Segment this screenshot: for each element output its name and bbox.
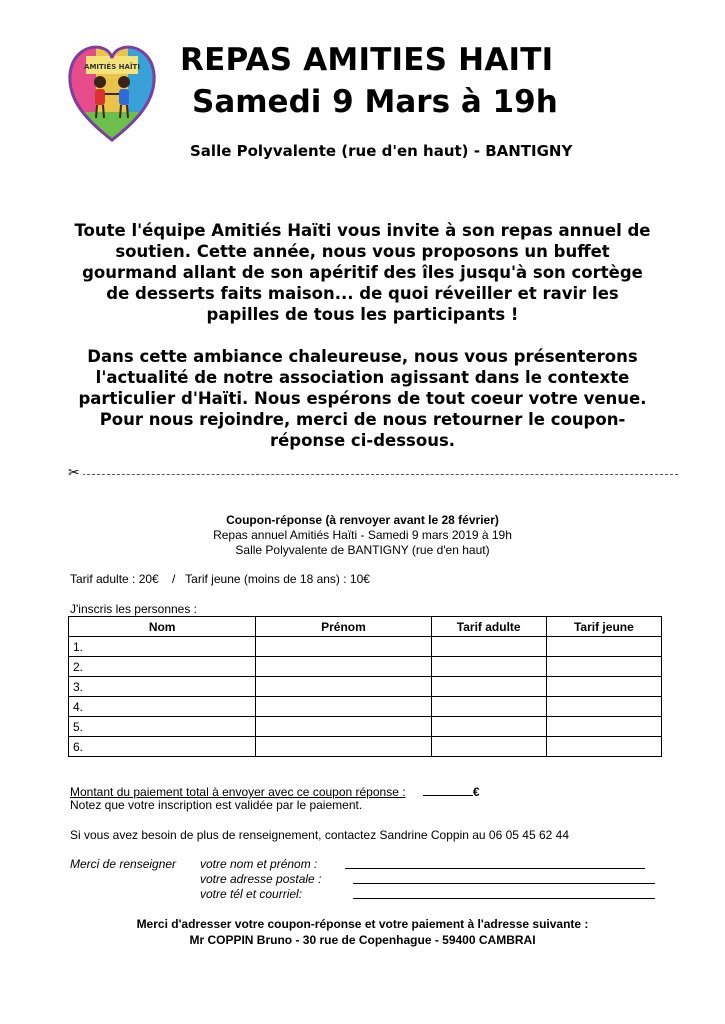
event-date: Samedi 9 Mars à 19h bbox=[192, 84, 558, 120]
table-row bbox=[69, 737, 662, 757]
registration-table bbox=[68, 616, 662, 757]
table-row bbox=[69, 697, 662, 717]
prenom-cell[interactable] bbox=[256, 677, 431, 697]
phone-email-field[interactable] bbox=[353, 898, 655, 899]
row-number: 4. bbox=[69, 697, 256, 717]
coupon-event-line: Repas annuel Amitiés Haïti - Samedi 9 mars 2019 à 19h bbox=[213, 528, 512, 542]
page-title: REPAS AMITIES HAITI bbox=[180, 42, 554, 78]
table-row bbox=[69, 677, 662, 697]
coupon-heading: Coupon-réponse (à renvoyer avant le 28 février) bbox=[226, 513, 499, 527]
column-header-tarif-adulte: Tarif adulte bbox=[431, 617, 546, 637]
tarif-adulte-cell[interactable] bbox=[431, 637, 546, 657]
coupon-header bbox=[70, 513, 655, 558]
tarif-jeune-cell[interactable] bbox=[546, 697, 661, 717]
association-logo bbox=[66, 42, 158, 144]
validation-note: Notez que votre inscription est validée par le paiement. bbox=[70, 798, 363, 812]
montant-line bbox=[70, 784, 480, 799]
montant-label: Montant du paiement total à envoyer avec ce coupon réponse : bbox=[70, 785, 406, 799]
form-label-name: votre nom et prénom : bbox=[200, 857, 318, 871]
form-label-address: votre adresse postale : bbox=[200, 872, 322, 886]
row-number: 6. bbox=[69, 737, 256, 757]
montant-blank[interactable] bbox=[423, 784, 473, 796]
tarif-jeune-cell[interactable] bbox=[546, 677, 661, 697]
cut-line bbox=[72, 474, 678, 475]
tarif-adulte-cell[interactable] bbox=[431, 677, 546, 697]
tarif-jeune-cell[interactable] bbox=[546, 737, 661, 757]
prenom-cell[interactable] bbox=[256, 657, 431, 677]
column-header-tarif-jeune: Tarif jeune bbox=[546, 617, 661, 637]
scissors-icon: ✂ bbox=[68, 465, 83, 481]
intro-paragraph-2: Dans cette ambiance chaleureuse, nous vous présenterons l'actualité de notre association agissant dans le contexte particulier d'Haïti. Nous espérons de tout coeur votre venue. Pour nous rejoindre, merci de nous retourner le coupon-réponse ci-dessous. bbox=[78, 347, 647, 450]
column-header-nom: Nom bbox=[69, 617, 256, 637]
table-row bbox=[69, 717, 662, 737]
coupon-venue-line: Salle Polyvalente de BANTIGNY (rue d'en haut) bbox=[235, 543, 490, 557]
prenom-cell[interactable] bbox=[256, 717, 431, 737]
prenom-cell[interactable] bbox=[256, 637, 431, 657]
footer-address: Mr COPPIN Bruno - 30 rue de Copenhague - 59400 CAMBRAI bbox=[189, 933, 536, 947]
intro-text bbox=[70, 220, 655, 451]
column-header-prenom: Prénom bbox=[256, 617, 431, 637]
intro-paragraph-1: Toute l'équipe Amitiés Haïti vous invite à son repas annuel de soutien. Cette année, nous vous proposons un buffet gourmand allant de son apéritif des îles jusqu'à son cortège de desserts faits maison... de quoi réveiller et ravir les papilles de tous les participants ! bbox=[74, 221, 651, 324]
row-number: 2. bbox=[69, 657, 256, 677]
logo-text: AMITIÉS HAÏTI bbox=[84, 63, 140, 71]
form-intro: Merci de renseigner bbox=[70, 857, 177, 871]
inscription-label: J'inscris les personnes : bbox=[70, 602, 198, 616]
form-label-contact: votre tél et courriel: bbox=[200, 887, 303, 901]
tarif-jeune-cell[interactable] bbox=[546, 637, 661, 657]
euro-symbol: € bbox=[472, 785, 480, 799]
row-number: 5. bbox=[69, 717, 256, 737]
contact-line: Si vous avez besoin de plus de renseignement, contactez Sandrine Coppin au 06 05 45 62 44 bbox=[70, 828, 570, 842]
tarif-jeune-cell[interactable] bbox=[546, 657, 661, 677]
row-number: 1. bbox=[69, 637, 256, 657]
tarifs-line: Tarif adulte : 20€ / Tarif jeune (moins de 18 ans) : 10€ bbox=[70, 572, 370, 586]
address-field[interactable] bbox=[353, 883, 655, 884]
footer bbox=[70, 916, 655, 948]
event-venue: Salle Polyvalente (rue d'en haut) - BANTIGNY bbox=[190, 142, 573, 160]
tarif-jeune-cell[interactable] bbox=[546, 717, 661, 737]
tarif-adulte-cell[interactable] bbox=[431, 737, 546, 757]
tarif-adulte-cell[interactable] bbox=[431, 717, 546, 737]
name-field[interactable] bbox=[345, 868, 645, 869]
tarif-adulte-cell[interactable] bbox=[431, 697, 546, 717]
prenom-cell[interactable] bbox=[256, 737, 431, 757]
table-row bbox=[69, 657, 662, 677]
row-number: 3. bbox=[69, 677, 256, 697]
footer-instructions: Merci d'adresser votre coupon-réponse et votre paiement à l'adresse suivante : bbox=[136, 917, 589, 931]
prenom-cell[interactable] bbox=[256, 697, 431, 717]
tarif-adulte-cell[interactable] bbox=[431, 657, 546, 677]
table-row bbox=[69, 637, 662, 657]
